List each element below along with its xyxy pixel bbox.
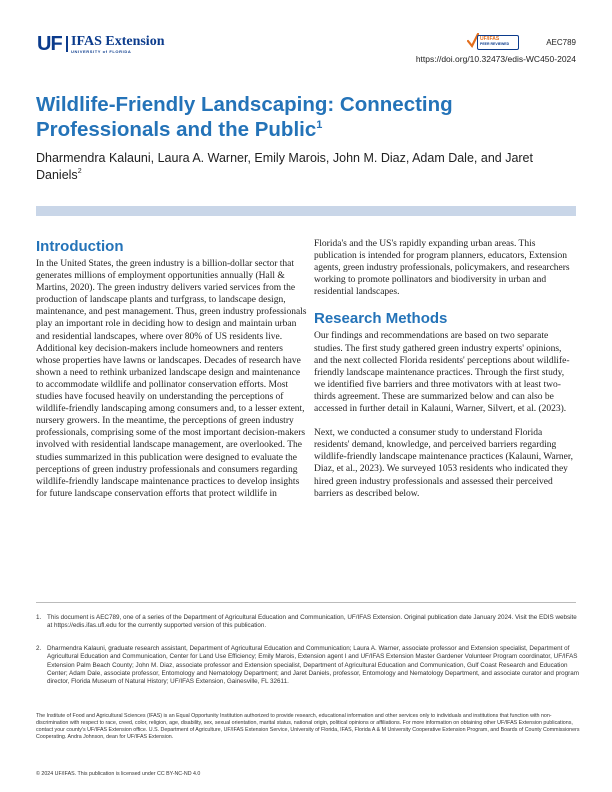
research-methods-heading: Research Methods (314, 310, 448, 328)
logo-subtext: UNIVERSITY of FLORIDA (71, 49, 132, 54)
logo-divider (66, 36, 68, 52)
footnote-1 (36, 614, 581, 631)
methods-paragraph-1: Our findings and recommendations are based on two separate studies. The first study gathered green industry experts' opinions, and the next collected Florida residents' perceptions about wildlife-friendly landscape maintenance practices. Through the first study, we identified five barriers and three motivators with at least two-thirds agreement. These are summarized below and can also be accessed in further detail in Kalauni, Warner, Silvert, et al. (2023). (314, 331, 570, 415)
authors-footnote-ref[interactable]: 2 (77, 168, 82, 175)
footnote-1-number: 1. (36, 614, 42, 621)
introduction-paragraph: In the United States, the green industry is a billion-dollar sector that generates millions of employment opportunities annually (Hall & Martins, 2020). The green industry delivers varied services from the production of landscape plants and turfgrass, to landscape design, maintenance, and pest management. Thus, green industry professionals play an important role in deciding how to design and maintain urban and residential landscapes, where over 80% of US residents live. Additional key decision-makers include homeowners and renters whose properties have lawns or landscapes. Decades of research have shown a need to rethink urbanized landscape design and maintenance to accommodate wildlife and pollinator conservation efforts. Most studies have focused heavily on understanding the perceptions of wildlife-friendly landscaping among consumers and, to a lesser extent, nursery growers. In the meantime, the perceptions of green industry professionals, comprising some of the most important decision-makers involved with residential landscape management, are overlooked. The studies summarized in this publication were designed to evaluate the perceptions of green industry professionals and consumers regarding wildlife-friendly landscape maintenance practices to develop insights for future landscape conservation efforts that protect wildlife in (36, 259, 307, 499)
introduction-heading: Introduction (36, 238, 124, 255)
logo-ifas-text: IFAS Extension (71, 34, 165, 49)
peer-reviewed-badge (467, 33, 519, 51)
authors-text: Dharmendra Kalauni, Laura A. Warner, Emily Marois, John M. Diaz, Adam Dale, and Jaret Daniels (36, 151, 533, 182)
footnote-divider (36, 602, 576, 603)
page-title (36, 92, 556, 142)
copyright-notice: © 2024 UF/IFAS. This publication is licensed under CC BY-NC-ND 4.0 (36, 771, 201, 777)
doi-link[interactable]: https://doi.org/10.32473/edis-WC450-2024 (415, 54, 576, 64)
title-text: Wildlife-Friendly Landscaping: Connecting Professionals and the Public (36, 93, 453, 141)
methods-paragraph-2: Next, we conducted a consumer study to understand Florida residents' demand, knowledge, and perceived barriers regarding wildlife-friendly landscape maintenance practices (Kalauni, Warner, Diaz, et al., 2023). We surveyed 1053 residents who indicated they hired green industry professionals and assessed their perceived barriers as described below. (314, 428, 574, 499)
footnote-1-text: This document is AEC789, one of a series of the Department of Agricultural Education and Communication, UF/IFAS Extension. Original publication date January 2024. Visit the EDIS website at https://edis.ifas.ufl.edu for the currently supported version of this publication. (47, 614, 577, 630)
left-column (36, 238, 308, 500)
badge-bottom-text: PEER REVIEWED (480, 42, 510, 46)
logo-uf-text: UF (37, 33, 62, 55)
equal-opportunity-statement: The Institute of Food and Agricultural Sciences (IFAS) is an Equal Opportunity Institution authorized to provide research, educational information and other services only to individuals and institutions that function with non-discrimination with respect to race, creed, color, religion, age, disability, sex, sexual orientation, marital status, national origin, political opinions or affiliations. For more information on obtaining other UF/IFAS Extension publications, contact your county's UF/IFAS Extension office. U.S. Department of Agriculture, UF/IFAS Extension Service, University of Florida, IFAS, Florida A & M University Cooperative Extension Program, and Boards of County Commissioners Cooperating. Andra Johnson, dean for UF/IFAS Extension. (36, 713, 580, 741)
right-column (314, 238, 576, 500)
header-divider-band (36, 206, 576, 216)
introduction-continued-paragraph: Florida's and the US's rapidly expanding urban areas. This publication is intended for program planners, educators, Extension agents, green industry professionals, policymakers, and researchers working to promote pollinators and biodiversity in urban and residential landscapes. (314, 239, 570, 298)
publication-id: AEC789 (546, 38, 576, 47)
footnote-2 (36, 645, 581, 686)
badge-top-text: UF/IFAS (480, 36, 500, 42)
uf-ifas-logo (37, 34, 197, 54)
footnote-2-number: 2. (36, 645, 42, 652)
author-list (36, 150, 576, 184)
title-footnote-ref[interactable]: 1 (316, 119, 323, 131)
footnote-2-text: Dharmendra Kalauni, graduate research assistant, Department of Agricultural Education and Communication; Laura A. Warner, associate professor and Extension specialist, Department of Agricultural Education and Communication, Center for Land Use Efficiency; Emily Marois, Extension agent I and UF/IFAS Extension Master Gardener Volunteer Program coordinator, UF/IFAS Extension Palm Beach County; John M. Diaz, associate professor and Extension specialist, Department of Agricultural Education and Communication, Gulf Coast Research and Education Center; Adam Dale, associate professor, Entomology and Nematology Department; and Jaret Daniels, professor, Entomology and Nematology Department, and associate curator and program director, Florida Museum of Natural History; UF/IFAS Extension, Gainesville, FL 32611. (47, 645, 580, 686)
